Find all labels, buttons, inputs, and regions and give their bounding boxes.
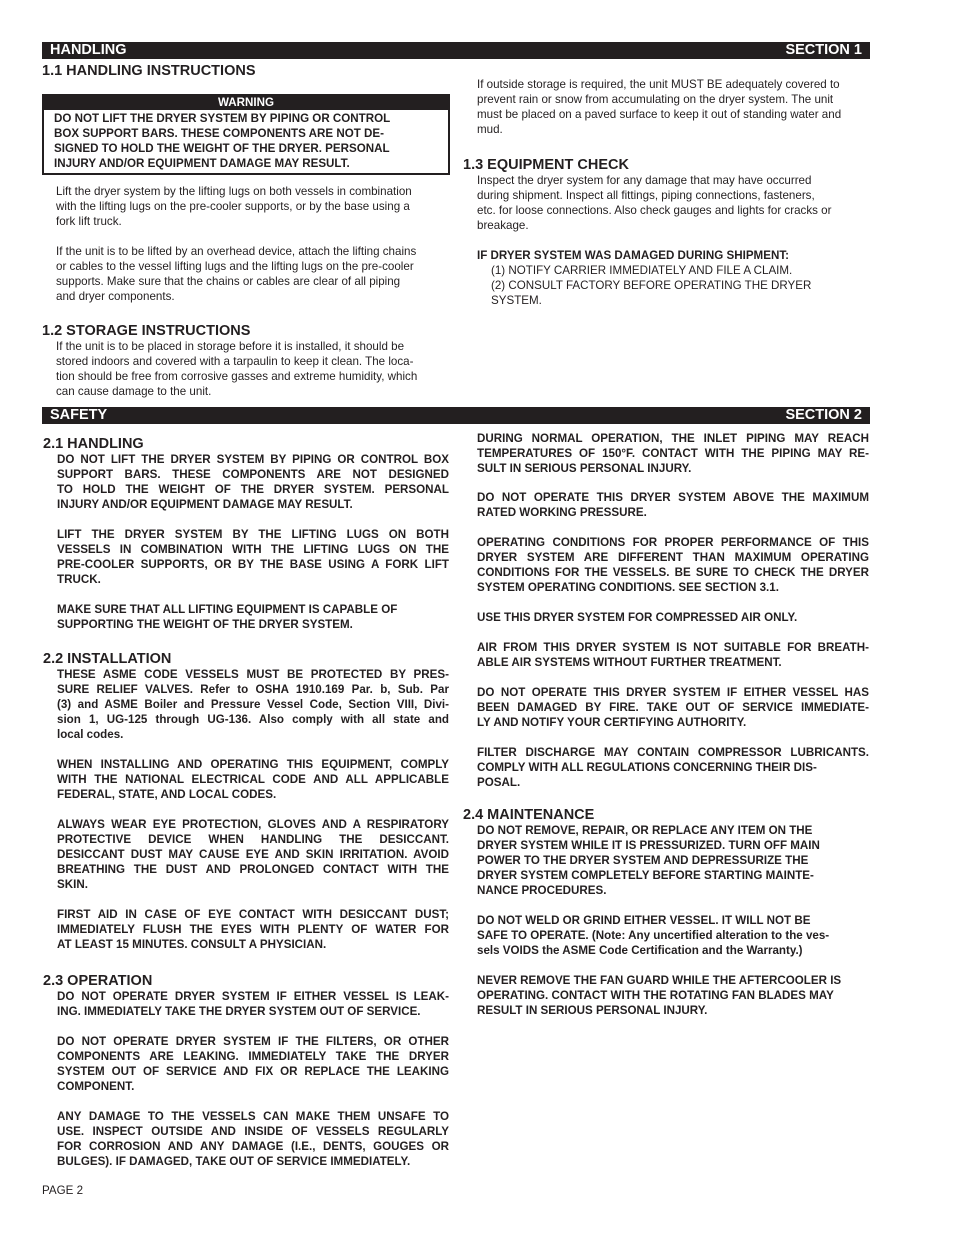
lift-paragraph: Lift the dryer system by the lifting lugs on both vessels in combination with the lifting lugs on the pre-cooler supports, or by the base using a fork lift truck. <box>56 185 412 228</box>
maintenance-warning-3: NEVER REMOVE THE FAN GUARD WHILE THE AFTERCOOLER IS OPERATING. CONTACT WITH THE ROTATING FAN BLADES MAY RESULT IN SERIOUS PERSONAL INJURY. <box>477 974 842 1017</box>
check-paragraph: Inspect the dryer system for any damage that may have occurred during shipment. Inspect all fittings, piping connections, fasteners, etc. for loose connections. Also check gauges and lights for cracks or breakage. <box>477 174 832 232</box>
section-1-number: SECTION 1 <box>785 42 862 58</box>
heading-1-1: 1.1 HANDLING INSTRUCTIONS <box>42 63 256 79</box>
maintenance-warning-1: DO NOT REMOVE, REPAIR, OR REPLACE ANY ITEM ON THE DRYER SYSTEM WHILE IT IS PRESSURIZED. TURN OFF MAIN POWER TO THE DRYER SYSTEM AND DEPRESSURIZE THE DRYER SYSTEM COMPLETELY BEFORE STARTING MAINTE- NANCE PROCEDURES. <box>477 824 820 897</box>
section-1-header-bar <box>42 42 870 59</box>
damaged-heading: IF DRYER SYSTEM WAS DAMAGED DURING SHIPMENT: <box>477 249 789 262</box>
operation-warning-8: AIR FROM THIS DRYER SYSTEM IS NOT SUITABLE FOR BREATH- ABLE AIR SYSTEMS WITHOUT FURTHER TREATMENT. <box>477 641 869 669</box>
heading-2-2: 2.2 INSTALLATION <box>43 651 172 667</box>
operation-warning-1: DO NOT OPERATE DRYER SYSTEM IF EITHER VESSEL IS LEAK- ING. IMMEDIATELY TAKE THE DRYER SYSTEM OUT OF SERVICE. <box>57 990 449 1018</box>
installation-warning-2: WHEN INSTALLING AND OPERATING THIS EQUIPMENT, COMPLY WITH THE NATIONAL ELECTRICAL CODE AND ALL APPLICABLE FEDERAL, STATE, AND LOCAL CODES. <box>57 758 449 801</box>
handling-warning-2: LIFT THE DRYER SYSTEM BY THE LIFTING LUGS ON BOTH VESSELS IN COMBINATION WITH THE LIFTING LUGS ON THE PRE-COOLER SUPPORTS, OR BY THE BASE USING A FORK LIFT TRUCK. <box>57 528 449 586</box>
handling-warning-3: MAKE SURE THAT ALL LIFTING EQUIPMENT IS CAPABLE OF SUPPORTING THE WEIGHT OF THE DRYER SYSTEM. <box>57 603 398 631</box>
handling-warning-1: DO NOT LIFT THE DRYER SYSTEM BY PIPING OR CONTROL BOX SUPPORT BARS. THESE COMPONENTS ARE NOT DESIGNED TO HOLD THE WEIGHT OF THE DRYER SYSTEM. PERSONAL INJURY AND/OR EQUIPMENT DAMAGE MAY RESULT. <box>57 453 449 511</box>
operation-warning-5: DO NOT OPERATE THIS DRYER SYSTEM ABOVE THE MAXIMUM RATED WORKING PRESSURE. <box>477 491 869 519</box>
storage-paragraph: If the unit is to be placed in storage before it is installed, it should be stored indoors and covered with a tarpaulin to keep it clean. The loca- tion should be free from corrosive gasses and extreme humidity, which can cause damage to the unit. <box>56 340 418 398</box>
operation-warning-3: ANY DAMAGE TO THE VESSELS CAN MAKE THEM UNSAFE TO USE. INSPECT OUTSIDE AND INSIDE OF VESSELS REGULARLY FOR CORROSION AND ANY DAMAGE (I.E., DENTS, GOUGES OR BULGES). IF DAMAGED, TAKE OUT OF SERVICE IMMEDIATELY. <box>57 1110 449 1168</box>
operation-warning-4: DURING NORMAL OPERATION, THE INLET PIPING MAY REACH TEMPERATURES OF 150°F. CONTACT WITH THE PIPING MAY RE- SULT IN SERIOUS PERSONAL INJURY. <box>477 432 869 475</box>
heading-1-3: 1.3 EQUIPMENT CHECK <box>463 157 629 173</box>
installation-warning-4: FIRST AID IN CASE OF EYE CONTACT WITH DESICCANT DUST; IMMEDIATELY FLUSH THE EYES WITH PLENTY OF WATER FOR AT LEAST 15 MINUTES. CONSULT A PHYSICIAN. <box>57 908 449 951</box>
heading-2-1: 2.1 HANDLING <box>43 436 144 452</box>
section-2-number: SECTION 2 <box>785 407 862 423</box>
warning-label: WARNING <box>44 96 448 110</box>
operation-warning-2: DO NOT OPERATE DRYER SYSTEM IF THE FILTERS, OR OTHER COMPONENTS ARE LEAKING. IMMEDIATELY TAKE THE DRYER SYSTEM OUT OF SERVICE AND FIX OR REPLACE THE LEAKING COMPONENT. <box>57 1035 449 1093</box>
installation-warning-3: ALWAYS WEAR EYE PROTECTION, GLOVES AND A RESPIRATORY PROTECTIVE DEVICE WHEN HANDLING THE DESICCANT. DESICCANT DUST MAY CAUSE EYE AND SKIN IRRITATION. AVOID BREATHING THE DUST AND PROLONGED CONTACT WITH THE SKIN. <box>57 818 449 891</box>
operation-warning-7: USE THIS DRYER SYSTEM FOR COMPRESSED AIR ONLY. <box>477 611 798 624</box>
heading-1-2: 1.2 STORAGE INSTRUCTIONS <box>42 323 251 339</box>
operation-warning-6: OPERATING CONDITIONS FOR PROPER PERFORMANCE OF THIS DRYER SYSTEM ARE DIFFERENT THAN MAXIMUM OPERATING CONDITIONS FOR THE VESSELS. BE SURE TO CHECK THE DRYER SYSTEM OPERATING CONDITIONS. SEE SECTION 3.1. <box>477 536 869 594</box>
list-item: SYSTEM. <box>491 294 542 307</box>
damaged-list <box>491 263 811 308</box>
section-2-header-bar <box>42 407 870 424</box>
operation-warning-9: DO NOT OPERATE THIS DRYER SYSTEM IF EITHER VESSEL HAS BEEN DAMAGED BY FIRE. TAKE OUT OF SERVICE IMMEDIATE- LY AND NOTIFY YOUR CERTIFYING AUTHORITY. <box>477 686 869 729</box>
warning-box <box>42 94 450 175</box>
outside-storage-paragraph: If outside storage is required, the unit MUST BE adequately covered to prevent rain or snow from accumulating on the dryer system. The unit must be placed on a paved surface to keep it out of standing water and mud. <box>477 78 842 136</box>
list-item: (2) CONSULT FACTORY BEFORE OPERATING THE DRYER <box>491 279 812 292</box>
page-number: PAGE 2 <box>42 1184 84 1197</box>
section-2-name: SAFETY <box>50 407 108 423</box>
operation-warning-10: FILTER DISCHARGE MAY CONTAIN COMPRESSOR LUBRICANTS. COMPLY WITH ALL REGULATIONS CONCERNING THEIR DIS- POSAL. <box>477 746 869 789</box>
warning-text: DO NOT LIFT THE DRYER SYSTEM BY PIPING OR CONTROL BOX SUPPORT BARS. THESE COMPONENTS ARE NOT DE- SIGNED TO HOLD THE WEIGHT OF THE DRYER. PERSONAL INJURY AND/OR EQUIPMENT DAMAGE MAY RESULT. <box>54 112 391 170</box>
section-1-name: HANDLING <box>50 42 127 58</box>
maintenance-warning-2: DO NOT WELD OR GRIND EITHER VESSEL. IT WILL NOT BE SAFE TO OPERATE. (Note: Any uncertified alteration to the ves- sels VOIDS the ASME Code Certification and the Warranty.) <box>477 914 830 957</box>
list-item: (1) NOTIFY CARRIER IMMEDIATELY AND FILE A CLAIM. <box>491 264 793 277</box>
overhead-paragraph: If the unit is to be lifted by an overhead device, attach the lifting chains or cables to the vessel lifting lugs and the lifting lugs on the pre-cooler supports. Make sure that the chains or cables are clear of all piping and dryer components. <box>56 245 417 303</box>
heading-2-3: 2.3 OPERATION <box>43 973 153 989</box>
heading-2-4: 2.4 MAINTENANCE <box>463 807 595 823</box>
installation-warning-1: THESE ASME CODE VESSELS MUST BE PROTECTED BY PRES- SURE RELIEF VALVES. Refer to OSHA 1910.169 Par. b, Sub. Par (3) and ASME Boiler and Pressure Vessel Code, Section VIII, Divi- sion 1, UG-125 through UG-136. Also comply with all state and local codes. <box>57 668 449 741</box>
